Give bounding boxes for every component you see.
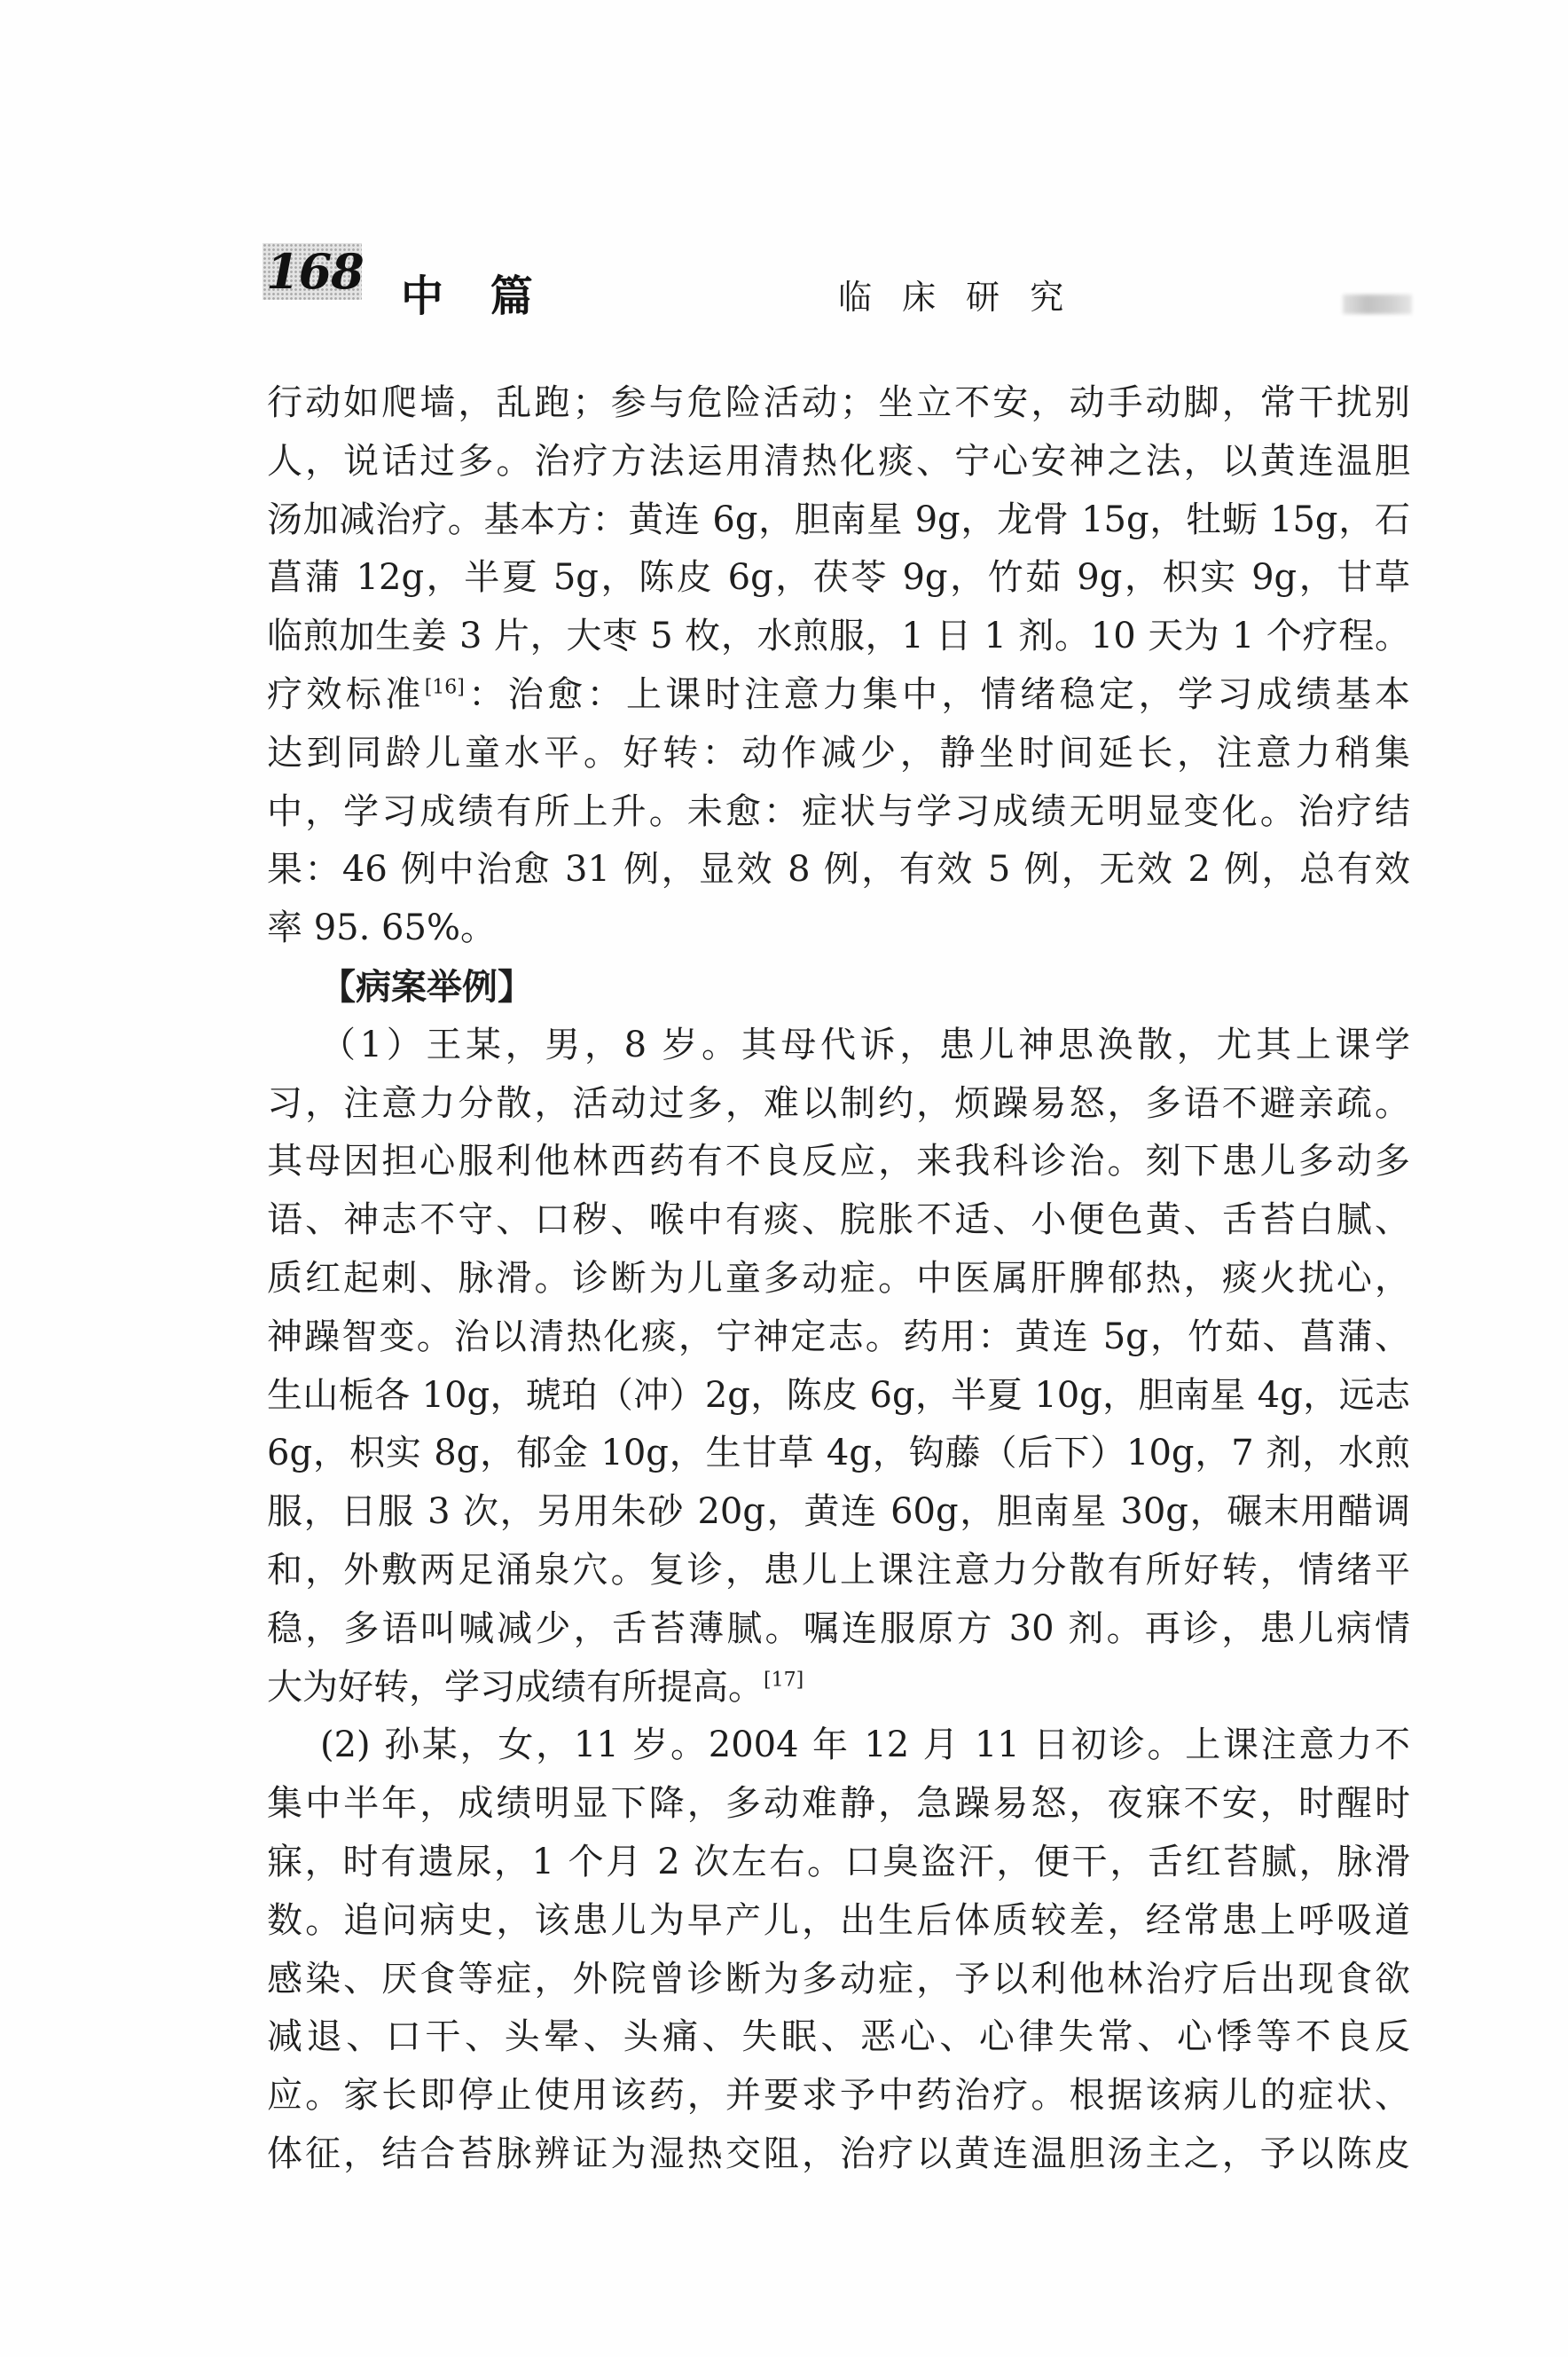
line-text: 疗效标准: [267, 673, 425, 715]
citation-ref: [16]: [424, 676, 465, 699]
text-line: 率 95. 65%。: [267, 907, 496, 949]
line-text: 大为好转，学习成绩有所提高。: [267, 1666, 764, 1708]
text-line: 临煎加生姜 3 片，大枣 5 枚，水煎服，1 日 1 剂。10 天为 1 个疗程。: [267, 616, 1410, 657]
page-number: 168: [266, 243, 364, 300]
text-line: 其母因担心服利他林西药有不良反应，来我科诊治。刻下患儿多动多: [267, 1141, 1410, 1182]
paragraph-case-1: [267, 1017, 1410, 1717]
text-line: (2) 孙某，女，11 岁。2004 年 12 月 11 日初诊。上课注意力不: [320, 1725, 1410, 1766]
text-line: 服，日服 3 次，另用朱砂 20g，黄连 60g，胆南星 30g，碾末用醋调: [267, 1491, 1410, 1533]
text-line: 汤加减治疗。基本方：黄连 6g，胆南星 9g，龙骨 15g，牡蛎 15g，石: [267, 499, 1410, 540]
text-line: 6g，枳实 8g，郁金 10g，生甘草 4g，钩藤（后下）10g，7 剂，水煎: [267, 1433, 1410, 1474]
header-mark: [1343, 295, 1412, 314]
text-line: 感染、厌食等症，外院曾诊断为多动症，予以利他林治疗后出现食欲: [267, 1958, 1410, 2000]
text-line: 生山栀各 10g，琥珀（冲）2g，陈皮 6g，半夏 10g，胆南星 4g，远志: [267, 1374, 1410, 1416]
text-line: 中，学习成绩有所上升。未愈：症状与学习成绩无明显变化。治疗结: [267, 790, 1410, 832]
text-line: [267, 1659, 1410, 1717]
text-line: 数。追问病史，该患儿为早产儿，出生后体质较差，经常患上呼吸道: [267, 1899, 1410, 1941]
chapter-title: 临 床 研 究: [838, 278, 1074, 317]
text-line: 果：46 例中治愈 31 例，显效 8 例，有效 5 例，无效 2 例，总有效: [267, 849, 1410, 891]
text-line: 语、神志不守、口秽、喉中有痰、脘胀不适、小便色黄、舌苔白腻、: [267, 1199, 1410, 1241]
citation-ref: [17]: [764, 1669, 804, 1692]
section-title: 中 篇: [401, 271, 549, 321]
text-line: 质红起刺、脉滑。诊断为儿童多动症。中医属肝脾郁热，痰火扰心，: [267, 1257, 1410, 1299]
paragraph-case-2: [267, 1717, 1410, 2183]
text-line: 减退、口干、头晕、头痛、失眠、恶心、心律失常、心悸等不良反: [267, 2016, 1410, 2058]
text-line: 应。家长即停止使用该药，并要求予中药治疗。根据该病儿的症状、: [267, 2075, 1410, 2117]
text-line: 菖蒲 12g，半夏 5g，陈皮 6g，茯苓 9g，竹茹 9g，枳实 9g，甘草: [267, 557, 1410, 599]
text-line: [267, 666, 1410, 725]
case-examples-heading: 【病案举例】: [320, 965, 533, 1008]
paragraph-treatment: [267, 374, 1410, 958]
text-line: 集中半年，成绩明显下降，多动难静，急躁易怒，夜寐不安，时醒时: [267, 1783, 1410, 1825]
text-line: 习，注意力分散，活动过多，难以制约，烦躁易怒，多语不避亲疏。: [267, 1082, 1410, 1124]
line-text: ：治愈：上课时注意力集中，情绪稳定，学习成绩基本: [464, 673, 1410, 715]
text-line: 体征，结合苔脉辨证为湿热交阻，治疗以黄连温胆汤主之，予以陈皮: [267, 2133, 1410, 2174]
text-line: 神躁智变。治以清热化痰，宁神定志。药用：黄连 5g，竹茹、菖蒲、: [267, 1316, 1410, 1357]
text-line: 稳，多语叫喊减少，舌苔薄腻。嘱连服原方 30 剂。再诊，患儿病情: [267, 1607, 1410, 1649]
text-line: 达到同龄儿童水平。好转：动作减少，静坐时间延长，注意力稍集: [267, 732, 1410, 774]
text-line: （1）王某，男，8 岁。其母代诉，患儿神思涣散，尤其上课学: [320, 1024, 1410, 1065]
text-line: 人，说话过多。治疗方法运用清热化痰、宁心安神之法，以黄连温胆: [267, 440, 1410, 482]
text-line: 行动如爬墙，乱跑；参与危险活动；坐立不安，动手动脚，常干扰别: [267, 382, 1410, 423]
text-line: 和，外敷两足涌泉穴。复诊，患儿上课注意力分散有所好转，情绪平: [267, 1549, 1410, 1591]
text-line: 寐，时有遗尿，1 个月 2 次左右。口臭盗汗，便干，舌红苔腻，脉滑: [267, 1841, 1410, 1882]
body-text: [267, 374, 1410, 2184]
